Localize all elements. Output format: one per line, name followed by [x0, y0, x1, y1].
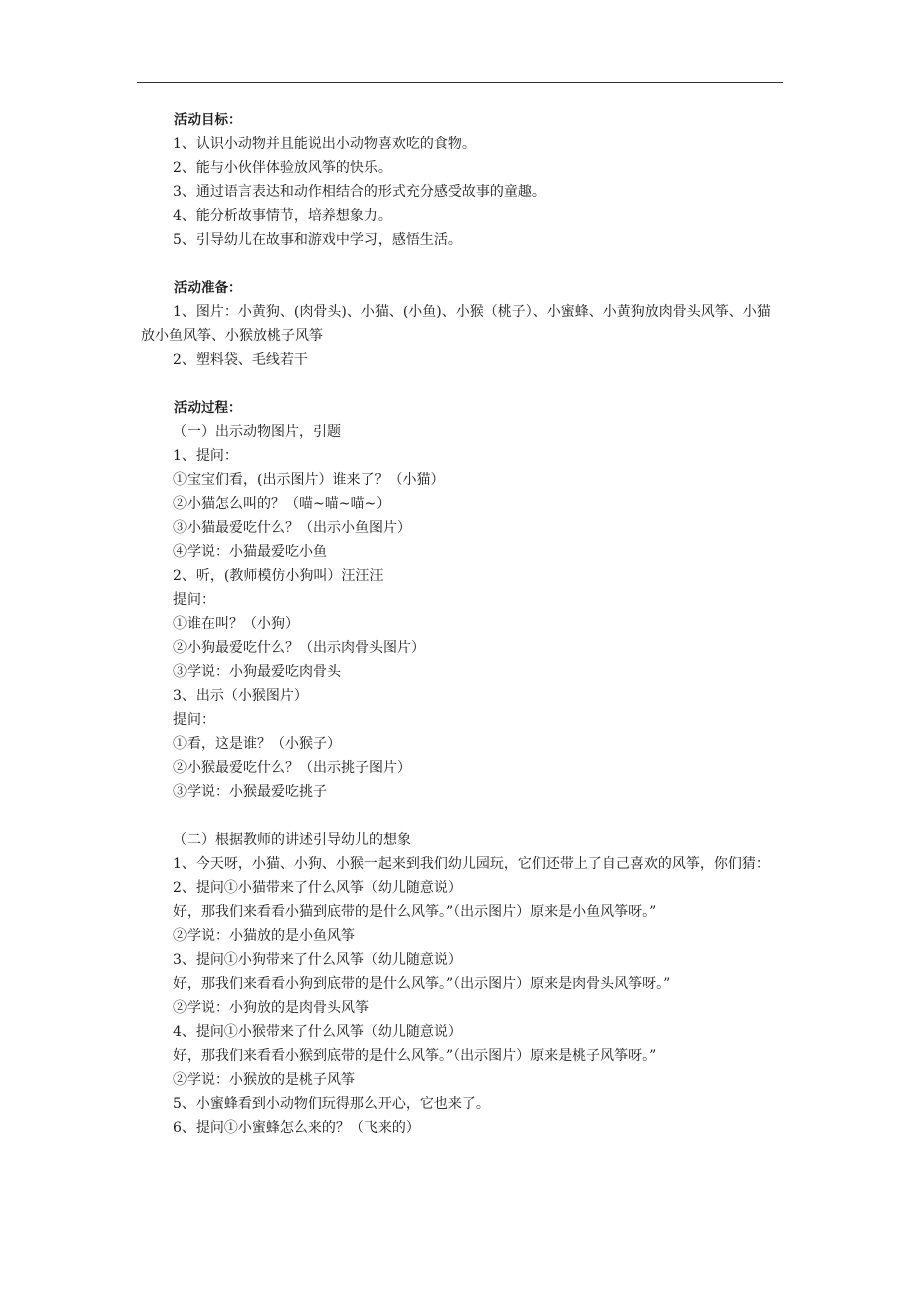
process-line: ②小狗最爱吃什么？（出示肉骨头图片）: [173, 640, 425, 656]
process-line: ②小猴最爱吃什么？（出示挑子图片）: [173, 760, 411, 776]
prep-heading: 活动准备：: [174, 280, 242, 296]
process-line: 6、提问①小蜜蜂怎么来的？（飞来的）: [173, 1120, 420, 1136]
process-line: 好，那我们来看看小猴到底带的是什么风筝。”（出示图片）原来是桃子风筝呀。”: [173, 1048, 657, 1064]
process-line: 2、提问①小猫带来了什么风筝（幼儿随意说）: [173, 880, 462, 896]
process-line: 提问：: [173, 592, 215, 608]
process-line: 4、提问①小猴带来了什么风筝（幼儿随意说）: [173, 1024, 462, 1040]
process-heading: 活动过程：: [174, 400, 242, 416]
process-line: 3、出示（小猴图片）: [173, 688, 308, 704]
process-line: 5、小蜜蜂看到小动物们玩得那么开心，它也来了。: [173, 1096, 490, 1112]
process-line: ③学说：小狗最爱吃肉骨头: [173, 664, 341, 680]
header-rule: [137, 82, 783, 83]
process-line: 3、提问①小狗带来了什么风筝（幼儿随意说）: [173, 952, 462, 968]
process-line: ①宝宝们看，(出示图片）谁来了？（小猫）: [173, 472, 445, 488]
prep-item: 1、图片：小黄狗、(肉骨头)、小猫、(小鱼)、小猴（桃子）、小蜜蜂、小黄狗放肉骨头风筝、小猫放小鱼风筝、小猴放桃子风筝: [141, 304, 771, 344]
goal-item: 3、通过语言表达和动作相结合的形式充分感受故事的童趣。: [173, 184, 546, 200]
goal-item: 4、能分析故事情节，培养想象力。: [173, 208, 392, 224]
goal-item: 5、引导幼儿在故事和游戏中学习，感悟生活。: [173, 232, 462, 248]
prep-item: 2、塑料袋、毛线若干: [173, 352, 308, 368]
process-line: ②学说：小猴放的是桃子风筝: [173, 1072, 355, 1088]
process-line: ②学说：小猫放的是小鱼风筝: [173, 928, 355, 944]
process-line: 提问：: [173, 712, 215, 728]
lesson-plan: [141, 108, 781, 1140]
goal-item: 2、能与小伙伴体验放风筝的快乐。: [173, 160, 392, 176]
part2-title: （二）根据教师的讲述引导幼儿的想象: [173, 832, 411, 848]
goal-item: 1、认识小动物并且能说出小动物喜欢吃的食物。: [173, 136, 476, 152]
process-line: ②学说：小狗放的是肉骨头风筝: [173, 1000, 369, 1016]
goals-heading: 活动目标：: [174, 112, 242, 128]
process-line: ④学说：小猫最爱吃小鱼: [173, 544, 327, 560]
process-line: ①看，这是谁？（小猴子）: [173, 736, 341, 752]
process-line: ①谁在叫？（小狗）: [173, 616, 299, 632]
process-line: ②小猫怎么叫的？（喵~喵~喵~）: [173, 496, 391, 512]
process-line: （一）出示动物图片，引题: [173, 424, 341, 440]
process-line: ③小猫最爱吃什么？（出示小鱼图片）: [173, 520, 411, 536]
process-line: 好，那我们来看看小狗到底带的是什么风筝。”（出示图片）原来是肉骨头风筝呀。”: [173, 976, 671, 992]
process-line: 2、听，(教师模仿小狗叫）汪汪汪: [173, 568, 384, 584]
process-line: 好，那我们来看看小猫到底带的是什么风筝。”（出示图片）原来是小鱼风筝呀。”: [173, 904, 657, 920]
process-line: 1、今天呀，小猫、小狗、小猴一起来到我们幼儿园玩，它们还带上了自己喜欢的风筝，你们猜：: [173, 856, 770, 872]
process-line: ③学说：小猴最爱吃挑子: [173, 784, 327, 800]
process-line: 1、提问：: [173, 448, 238, 464]
